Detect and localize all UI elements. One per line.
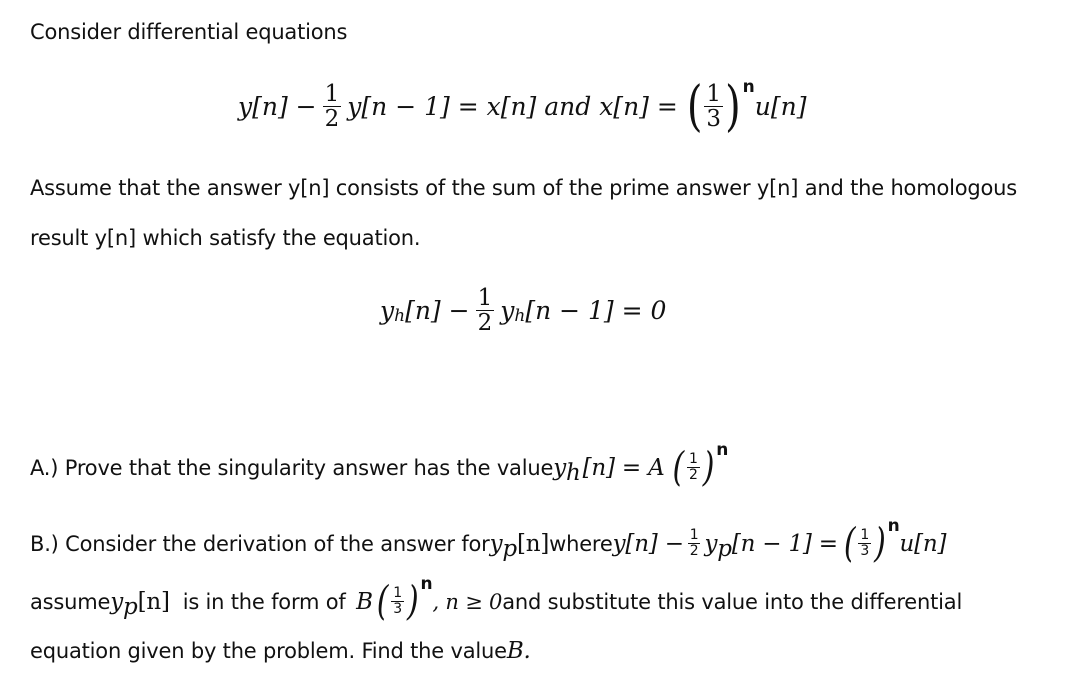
part-b-line-2 bbox=[30, 573, 963, 626]
part-b-tail: u[n] bbox=[899, 530, 947, 557]
part-a-close-paren: ) bbox=[702, 443, 715, 492]
assume-line-2: result y[n] which satisfy the equation. bbox=[30, 226, 421, 250]
eq1-power: n bbox=[742, 76, 755, 97]
part-b-sub2: p bbox=[717, 535, 732, 562]
part-b-y2: y[n] − bbox=[612, 530, 684, 557]
part-b2-B: B bbox=[356, 588, 373, 615]
eq2-sub: h bbox=[394, 305, 406, 326]
part-b2-base-fraction bbox=[391, 586, 404, 616]
part-b-line-3 bbox=[30, 638, 531, 664]
eq1-base-fraction bbox=[704, 82, 723, 131]
eq2-frac-den: 2 bbox=[477, 310, 493, 337]
part-a-mid: [n] = A bbox=[582, 454, 665, 481]
part-b-power: n bbox=[887, 515, 900, 536]
eq1-fraction bbox=[323, 82, 342, 131]
part-b-line-1 bbox=[30, 515, 947, 568]
assume-line-1: Assume that the answer y[n] consists of the sum of the prime answer y[n] and the homologous bbox=[30, 176, 1018, 200]
eq1-lhs-a: y[n] − bbox=[238, 92, 317, 122]
part-b-y3: y bbox=[704, 530, 718, 557]
part-b2-assume: assume bbox=[30, 589, 111, 614]
part-b3-text: equation given by the problem. Find the value bbox=[30, 639, 507, 663]
eq2-part-a: [n] − bbox=[405, 296, 470, 326]
part-b-base-fraction bbox=[858, 528, 871, 558]
part-b-text: B.) Consider the derivation of the answer for bbox=[30, 531, 490, 556]
eq1-close-paren: ) bbox=[725, 75, 741, 138]
part-b-mid: [n − 1] = bbox=[731, 530, 838, 557]
part-b-fraction bbox=[688, 528, 701, 558]
eq1-lhs-b: y[n − 1] = x[n] and x[n] = bbox=[347, 92, 678, 122]
part-a-base-fraction bbox=[687, 452, 700, 482]
part-b-y: y bbox=[489, 530, 503, 557]
part-b-n1: [n] bbox=[516, 530, 550, 557]
part-b2-base-den: 3 bbox=[393, 601, 403, 617]
part-b-where: where bbox=[549, 531, 613, 556]
equation-main bbox=[238, 75, 807, 138]
equation-homogeneous bbox=[380, 286, 666, 335]
eq1-base-num: 1 bbox=[706, 81, 722, 107]
eq1-open-paren: ( bbox=[686, 75, 703, 138]
eq2-sub2: h bbox=[514, 305, 526, 326]
eq1-base-den: 3 bbox=[706, 106, 722, 133]
part-b3-B: B. bbox=[506, 638, 531, 664]
eq1-rhs-tail: u[n] bbox=[754, 92, 807, 122]
part-a-text: A.) Prove that the singularity answer has the value bbox=[30, 455, 554, 480]
part-b2-open-paren: ( bbox=[376, 577, 389, 626]
part-b2-rest: and substitute this value into the differential bbox=[502, 589, 963, 614]
part-a-base-den: 2 bbox=[689, 467, 698, 483]
intro-text: Consider differential equations bbox=[30, 20, 348, 44]
part-b2-cond: , n ≥ 0 bbox=[432, 589, 503, 614]
eq2-frac-num: 1 bbox=[477, 285, 493, 311]
part-b-base-num: 1 bbox=[860, 527, 870, 544]
eq1-frac-num: 1 bbox=[324, 81, 340, 107]
eq1-frac-den: 2 bbox=[324, 106, 340, 133]
part-a-base-num: 1 bbox=[689, 451, 698, 468]
part-b2-base-num: 1 bbox=[393, 585, 403, 602]
part-b2-power: n bbox=[420, 573, 433, 594]
eq2-part-b: [n − 1] = 0 bbox=[525, 296, 667, 326]
part-b2-sub: p bbox=[123, 593, 138, 620]
eq2-y2: y bbox=[500, 296, 515, 326]
part-a bbox=[30, 439, 729, 492]
part-b2-n: [n] bbox=[137, 588, 170, 615]
part-b-frac-num: 1 bbox=[689, 527, 699, 544]
part-b-base-den: 3 bbox=[860, 543, 870, 559]
part-b2-close-paren: ) bbox=[407, 577, 419, 626]
part-a-sub: h bbox=[566, 459, 581, 486]
part-a-power: n bbox=[716, 439, 729, 460]
part-b-frac-den: 2 bbox=[689, 543, 699, 559]
eq2-fraction bbox=[476, 286, 495, 335]
eq2-y: y bbox=[380, 296, 395, 326]
part-a-open-paren: ( bbox=[672, 443, 685, 492]
part-b-sub: p bbox=[502, 535, 517, 562]
part-b2-form: is in the form of bbox=[169, 589, 353, 614]
part-a-y: y bbox=[553, 454, 566, 481]
part-b2-y: y bbox=[110, 588, 124, 615]
part-b-open-paren: ( bbox=[843, 519, 856, 568]
part-b-close-paren: ) bbox=[874, 519, 886, 568]
